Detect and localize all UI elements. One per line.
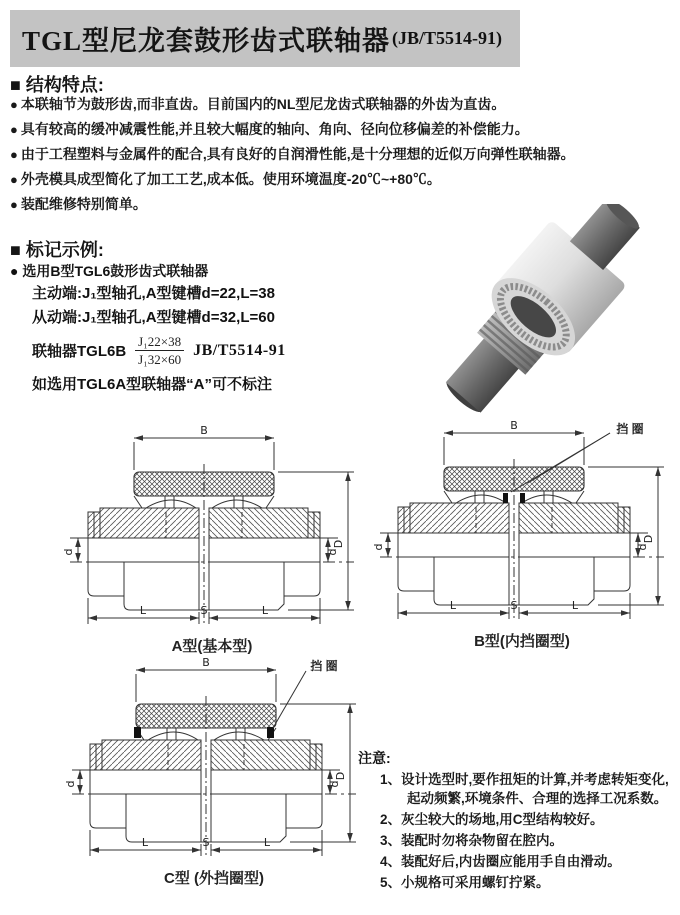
drawing-caption-b: B型(内挡圈型) — [474, 633, 570, 650]
bore-fraction: $\frac{\text{J₁22×38}}{\text{J₁32×60}}$ — [135, 334, 184, 367]
dim-label: S — [510, 599, 518, 612]
dim-label: L — [261, 604, 269, 617]
dim-label: L — [141, 836, 149, 849]
notes-block — [358, 748, 678, 892]
technical-drawing-type-c — [64, 656, 364, 888]
bullet-icon: ● — [10, 172, 18, 187]
dim-label: B — [510, 419, 518, 432]
dim-label: L — [571, 599, 579, 612]
bullet-icon: ● — [10, 147, 18, 162]
bullet-icon: ● — [10, 97, 18, 112]
drawing-canvas-a — [62, 424, 362, 634]
product-photo — [406, 204, 662, 418]
notes-heading: 注意: — [358, 750, 391, 766]
marking-example — [10, 260, 430, 397]
marking-line-driven: 从动端:J₁型轴孔,A型键槽d=32,L=60 — [32, 309, 275, 326]
dim-label: B — [200, 424, 208, 437]
dim-label: d — [64, 780, 77, 788]
coupling-photo-graphic — [406, 204, 662, 418]
dim-label: S — [202, 836, 210, 849]
marking-note: 如选用TGL6A型联轴器“A”可不标注 — [32, 376, 273, 393]
bullet-icon: ● — [10, 263, 19, 279]
marking-intro: ● 选用B型TGL6鼓形齿式联轴器 — [10, 263, 209, 279]
feature-item: ● 装配维修特别简单。 — [10, 196, 147, 212]
designation-standard: JB/T5514-91 — [193, 341, 286, 359]
note-item: 1、设计选型时,要作扭矩的计算,并考虑转矩变化,起动频繁,环境条件、合理的选择工况系数。 — [380, 772, 669, 806]
drawing-canvas-c — [64, 656, 364, 866]
technical-drawing-type-a — [62, 424, 362, 656]
section-view-drawing — [64, 656, 364, 861]
note-item: 3、装配时勿将杂物留在腔内。 — [380, 833, 564, 848]
dim-label: d — [636, 543, 649, 551]
drawing-caption-a: A型(基本型) — [171, 638, 253, 655]
dim-label: B — [202, 656, 210, 669]
page-title: TGL型尼龙套鼓形齿式联轴器 — [22, 26, 391, 56]
bullet-icon: ● — [10, 122, 18, 137]
note-item: 2、灰尘较大的场地,用C型结构较好。 — [380, 812, 604, 827]
section-view-drawing — [372, 419, 672, 624]
dim-label: D — [332, 539, 345, 549]
dim-label: d — [62, 548, 75, 556]
features-heading: ■ 结构特点: — [10, 75, 104, 95]
dim-label: d — [328, 780, 341, 788]
marking-line-driver: 主动端:J₁型轴孔,A型键槽d=22,L=38 — [32, 285, 275, 302]
dim-label: D — [334, 771, 347, 781]
feature-item: ● 由于工程塑料与金属件的配合,具有良好的自润滑性能,是十分理想的近似万向弹性联轴器。 — [10, 146, 575, 162]
note-item: 4、装配好后,内齿圈应能用手自由滑动。 — [380, 854, 621, 869]
standard-number: (JB/T5514-91) — [392, 28, 503, 48]
drawing-caption-c: C型 (外挡圈型) — [164, 870, 264, 887]
dim-label: S — [200, 604, 208, 617]
dim-label: D — [642, 534, 655, 544]
designation-prefix: 联轴器TGL6B — [32, 343, 127, 360]
drawing-canvas-b — [372, 419, 672, 629]
retainer-ring-label: 挡 圈 — [616, 422, 644, 436]
bullet-icon: ● — [10, 197, 18, 212]
dim-label: L — [139, 604, 147, 617]
designation-line — [32, 334, 430, 367]
technical-drawing-type-b — [372, 419, 672, 651]
note-item: 5、小规格可采用螺钉拧紧。 — [380, 875, 550, 890]
feature-item: ● 具有较高的缓冲减震性能,并且较大幅度的轴向、角向、径向位移偏差的补偿能力。 — [10, 121, 529, 137]
dim-label: d — [372, 543, 385, 551]
retainer-ring-label: 挡 圈 — [310, 659, 338, 673]
feature-item: ● 本联轴节为鼓形齿,而非直齿。目前国内的NL型尼龙齿式联轴器的外齿为直齿。 — [10, 96, 506, 112]
features-list — [10, 94, 674, 219]
section-view-drawing — [62, 424, 362, 629]
feature-item: ● 外壳模具成型简化了加工工艺,成本低。使用环境温度-20℃~+80℃。 — [10, 171, 441, 187]
marking-heading: ■ 标记示例: — [10, 240, 104, 260]
title-banner — [10, 10, 520, 67]
dim-label: L — [263, 836, 271, 849]
dim-label: L — [449, 599, 457, 612]
dim-label: d — [326, 548, 339, 556]
